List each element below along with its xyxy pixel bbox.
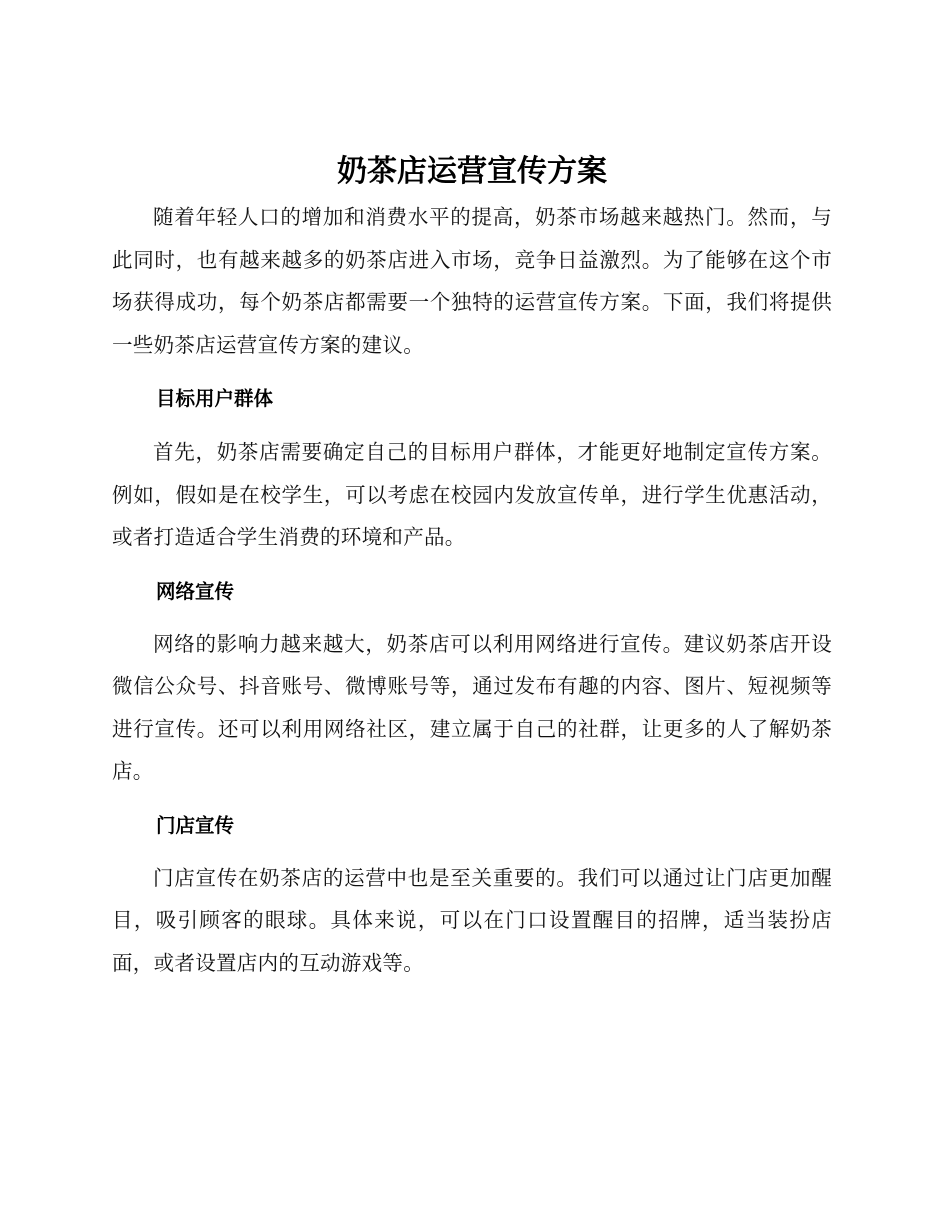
section-heading-online-promotion: 网络宣传 xyxy=(156,579,235,603)
document-page xyxy=(112,148,832,984)
section-body-target-users: 首先，奶茶店需要确定自己的目标用户群体，才能更好地制定宣传方案。例如，假如是在校学生，可以考虑在校园内发放宣传单，进行学生优惠活动，或者打造适合学生消费的环境和产品。 xyxy=(112,440,832,549)
intro-paragraph: 随着年轻人口的增加和消费水平的提高，奶茶市场越来越热门。然而，与此同时，也有越来越多的奶茶店进入市场，竞争日益激烈。为了能够在这个市场获得成功，每个奶茶店都需要一个独特的运营宣传方案。下面，我们将提供一些奶茶店运营宣传方案的建议。 xyxy=(112,205,832,357)
section-body-store-promotion: 门店宣传在奶茶店的运营中也是至关重要的。我们可以通过让门店更加醒目，吸引顾客的眼球。具体来说，可以在门口设置醒目的招牌，适当装扮店面，或者设置店内的互动游戏等。 xyxy=(112,865,832,975)
document-title: 奶茶店运营宣传方案 xyxy=(337,154,607,189)
section-body-online-promotion: 网络的影响力越来越大，奶茶店可以利用网络进行宣传。建议奶茶店开设微信公众号、抖音账号、微博账号等，通过发布有趣的内容、图片、短视频等进行宣传。还可以利用网络社区，建立属于自己的社群，让更多的人了解奶茶店。 xyxy=(112,631,832,783)
section-heading-store-promotion: 门店宣传 xyxy=(156,813,235,837)
section-heading-target-users: 目标用户群体 xyxy=(156,387,274,410)
